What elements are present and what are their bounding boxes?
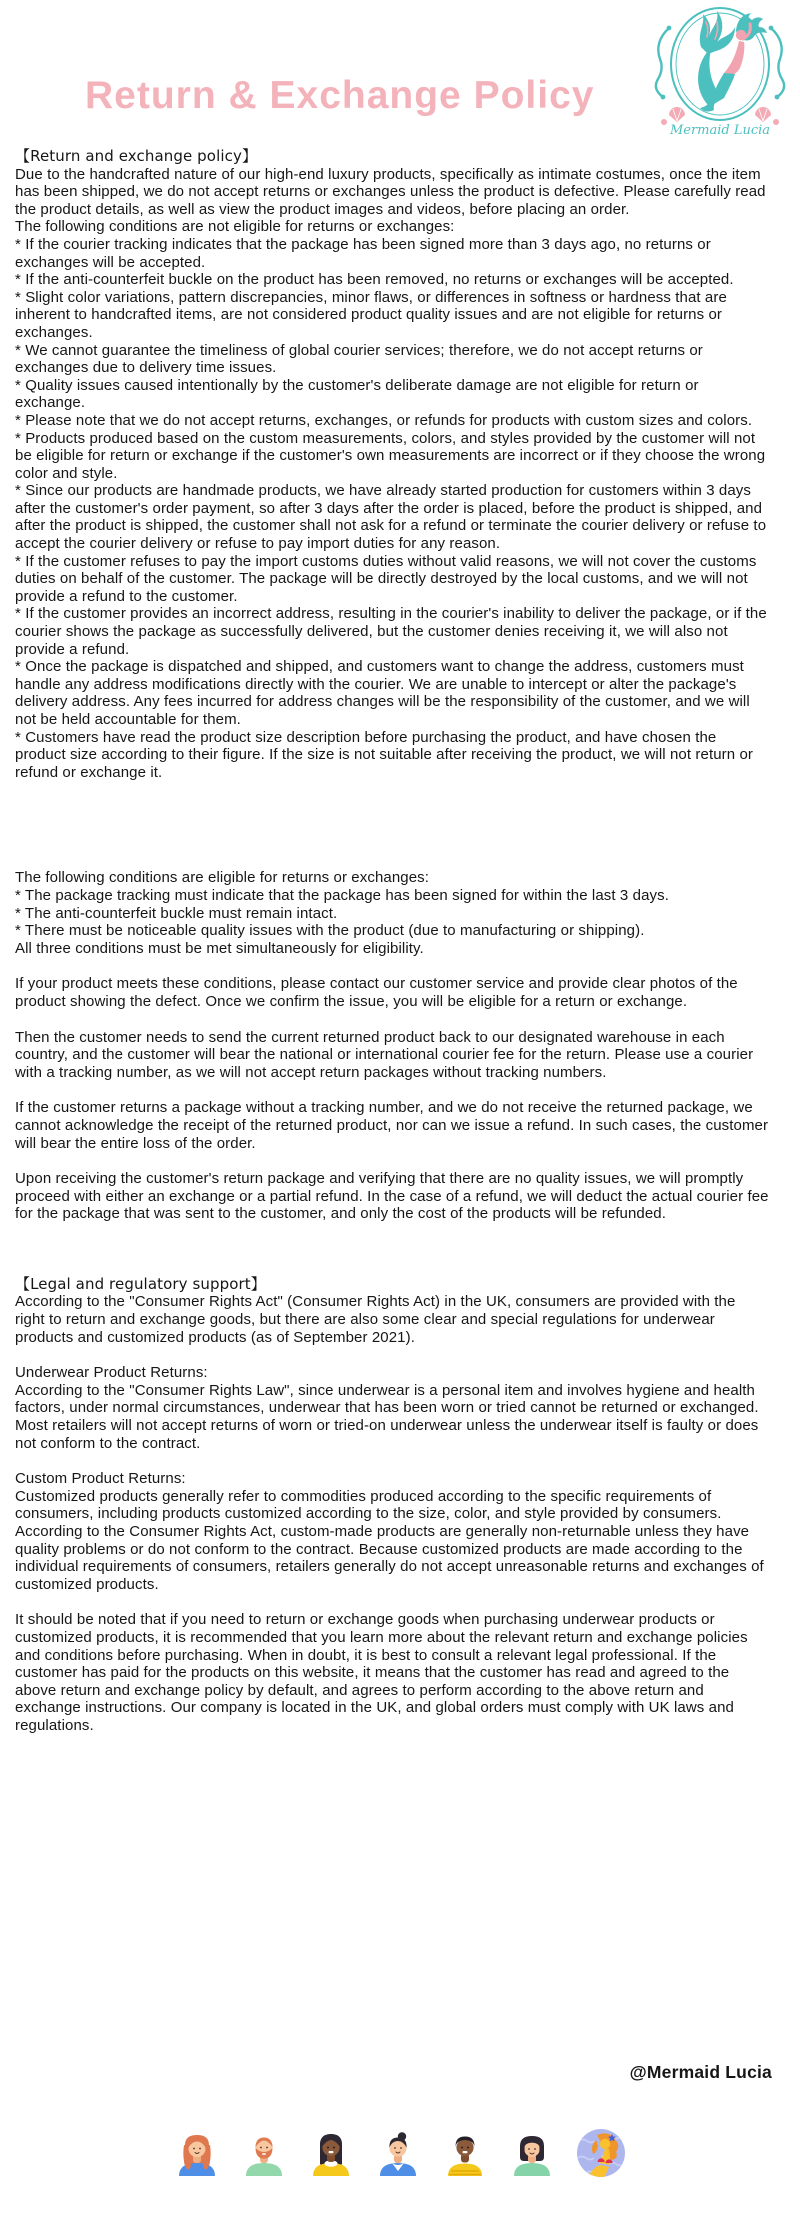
policy-lead: The following conditions are eligible for returns or exchanges:: [15, 869, 430, 887]
avatar-man-red-beard: [241, 2130, 287, 2176]
policy-paragraph: Due to the handcrafted nature of our high-end luxury products, specifically as intimate costumes, once the item has been shipped, we do not accept returns or exchanges unless the product is defective. Please carefully read the product details, as well as view the product images and videos, before placing an order.: [15, 165, 766, 218]
policy-paragraph: It should be noted that if you need to return or exchange goods when purchasing underwear products or customized products, it is recommended that you learn more about the relevant return and exchange policies and conditions before purchasing. When in doubt, it is best to consult a relevant legal professional. If the customer has paid for the products on this website, it means that the customer has read and agreed to the above return and exchange policy by default, and agrees to perform according to the above return and exchange instructions. Our company is located in the UK, and global orders must comply with UK laws and regulations.: [15, 1611, 748, 1734]
policy-bullet: * If the courier tracking indicates that the package has been signed more than 3 days ago, no returns or exchanges will be accepted.: [15, 235, 711, 271]
section-heading: 【Return and exchange policy】: [15, 147, 258, 165]
author-signature: @Mermaid Lucia: [629, 2062, 772, 2082]
avatar-row: [0, 2128, 800, 2178]
avatar-woman-bob-hair-green-top: [509, 2130, 555, 2176]
policy-bullet: * If the customer refuses to pay the import customs duties without valid reasons, we will not cover the customs duties on behalf of the customer. The package will be directly destroyed by the local customs, and we will not provide a refund to the customer.: [15, 552, 757, 605]
policy-note: All three conditions must be met simultaneously for eligibility.: [15, 939, 424, 957]
policy-paragraph: Customized products generally refer to commodities produced according to the specific requirements of consumers, including products customized according to the size, color, and style provided by consumers. According to the Consumer Rights Act, custom-made products are generally non-returnable unless they have quality problems or do not conform to the contract. Because customized products are made according to the individual requirements of consumers, retailers generally do not accept unreasonable returns and exchanges of customized products.: [15, 1487, 764, 1593]
policy-bullet: * If the customer provides an incorrect address, resulting in the courier's inability to deliver the package, or if the courier shows the package as successfully delivered, but the customer denies receiving it, we will also not provide a refund.: [15, 605, 767, 658]
policy-paragraph: If your product meets these conditions, please contact our customer service and provide clear photos of the product showing the defect. Once we confirm the issue, you will be eligible for a return or exchange.: [15, 975, 738, 1010]
policy-lead: The following conditions are not eligible for returns or exchanges:: [15, 218, 455, 236]
avatar-mermaid-badge: [576, 2128, 626, 2178]
policy-bullet: * If the anti-counterfeit buckle on the product has been removed, no returns or exchanges will be accepted.: [15, 271, 734, 289]
policy-bullet: * Products produced based on the custom measurements, colors, and styles provided by the customer will not be eligible for return or exchange if the customer's own measurements are incorrect or if they choose the wrong color and style.: [15, 429, 766, 482]
policy-bullet: * Quality issues caused intentionally by the customer's deliberate damage are not eligible for return or exchange.: [15, 376, 699, 412]
mermaid-illustration: [698, 11, 767, 112]
policy-paragraph: If the customer returns a package without a tracking number, and we do not receive the returned package, we cannot acknowledge the receipt of the returned product, nor can we issue a refund. In such cases, the customer will bear the entire loss of the order.: [15, 1099, 769, 1152]
brand-logo-text: Mermaid Lucia: [669, 123, 771, 138]
policy-bullet: * The anti-counterfeit buckle must remain intact.: [15, 904, 338, 922]
section-heading: 【Legal and regulatory support】: [15, 1274, 266, 1293]
brand-logo: [646, 2, 794, 140]
avatar-woman-hair-bun-blue-top: [375, 2130, 421, 2176]
shell-dot-icon: [661, 119, 667, 125]
shell-dot-icon: [773, 119, 779, 125]
policy-bullet: * Customers have read the product size description before purchasing the product, and have chosen the product size according to their figure. If the size is not suitable after receiving the product, we will not return or refund or exchange it.: [15, 728, 753, 781]
policy-bullet: * Slight color variations, pattern discrepancies, minor flaws, or differences in softness or hardness that are inherent to handcrafted items, are not considered product quality issues and are not eligible for returns or exchanges.: [15, 288, 727, 341]
policy-document: [15, 148, 769, 1735]
policy-bullet: * Since our products are handmade products, we have already started production for customers within 3 days after the customer's order payment, so after 3 days after the order is placed, before the product is shipped, and after the product is shipped, the customer shall not ask for a refund or terminate the courier delivery or refuse to accept the courier delivery or refuse to pay import duties for any reason.: [15, 482, 767, 553]
policy-paragraph: According to the "Consumer Rights Act" (Consumer Rights Act) in the UK, consumers are provided with the right to return and exchange goods, but there are also some clear and special regulations for underwear products and customized products (as of September 2021).: [15, 1293, 736, 1346]
policy-bullet: * There must be noticeable quality issues with the product (due to manufacturing or shipping).: [15, 922, 645, 940]
policy-paragraph: Then the customer needs to send the current returned product back to our designated warehouse in each country, and the customer will bear the national or international courier fee for the return. Please use a courier with a tracking number, as we will not accept return packages without tracking numbers.: [15, 1028, 754, 1081]
avatar-man-dark-skin-yellow-striped-top: [442, 2130, 488, 2176]
policy-bullet: * Please note that we do not accept returns, exchanges, or refunds for products with custom sizes and colors.: [15, 411, 753, 429]
shell-icon: [669, 107, 685, 122]
policy-subheading: Custom Product Returns:: [15, 1470, 186, 1488]
page-title: Return & Exchange Policy: [85, 74, 595, 118]
policy-paragraph: According to the "Consumer Rights Law", since underwear is a personal item and involves hygiene and health factors, under normal circumstances, underwear that has been worn or tried cannot be returned or exchanged. Most retailers will not accept returns of worn or tried-on underwear unless the underwear itself is faulty or does not conform to the contract.: [15, 1381, 759, 1452]
shell-icon: [755, 107, 771, 122]
policy-bullet: * Once the package is dispatched and shipped, and customers want to change the address, customers must handle any address modifications directly with the courier. We are unable to intercept or alter the package's delivery address. Any fees incurred for address changes will be the responsibility of the customer, and we will not be held accountable for them.: [15, 658, 750, 728]
avatar-woman-long-red-hair: [174, 2130, 220, 2176]
policy-subheading: Underwear Product Returns:: [15, 1364, 208, 1382]
policy-paragraph: Upon receiving the customer's return package and verifying that there are no quality issues, we will promptly proceed with either an exchange or a partial refund. In the case of a refund, we will deduct the actual courier fee for the package that was sent to the customer, and only the cost of the products will be refunded.: [15, 1170, 769, 1223]
policy-bullet: * We cannot guarantee the timeliness of global courier services; therefore, we do not accept returns or exchanges due to delivery time issues.: [15, 341, 703, 377]
policy-bullet: * The package tracking must indicate that the package has been signed for within the last 3 days.: [15, 886, 669, 904]
avatar-woman-dark-skin-yellow-top: [308, 2130, 354, 2176]
